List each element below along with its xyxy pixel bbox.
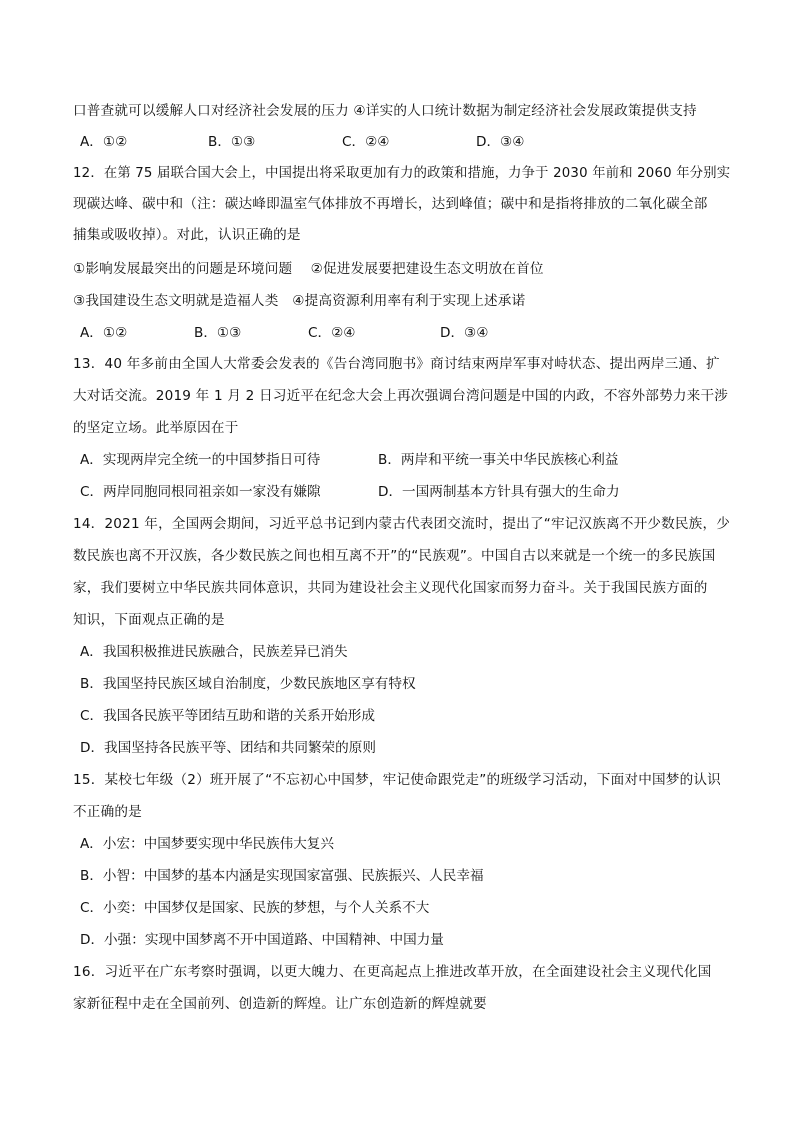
q12-stem-line-2: 现碳达峰、碳中和（注：碳达峰即温室气体排放不再增长，达到峰值；碳中和是指将排放的二氧化碳全部	[73, 196, 708, 212]
q12-option-c: C．②④	[308, 325, 356, 341]
q14-option-d: D．我国坚持各民族平等、团结和共同繁荣的原则	[80, 740, 376, 756]
q12-statement-line-1: ①影响发展最突出的问题是环境问题 ②促进发展要把建设生态文明放在首位	[73, 261, 544, 277]
q14-stem-line-2: 数民族也离不开汉族，各少数民族之间也相互离不开”的“民族观”。中国自古以来就是一个统一的多民族国	[73, 548, 716, 564]
q12-option-b: B．①③	[194, 325, 242, 341]
q16-stem-line-1: 16．习近平在广东考察时强调，以更大魄力、在更高起点上推进改革开放，在全面建设社会主义现代化国	[73, 964, 712, 980]
q13-option-d: D．一国两制基本方针具有强大的生命力	[378, 484, 620, 500]
q12-option-d: D．③④	[440, 325, 489, 341]
q13-stem-line-3: 的坚定立场。此举原因在于	[73, 420, 239, 436]
q13-option-a: A．实现两岸完全统一的中国梦指日可待	[80, 452, 321, 468]
q12-statement-line-2: ③我国建设生态文明就是造福人类 ④提高资源利用率有利于实现上述承诺	[73, 293, 526, 309]
q14-option-b: B．我国坚持民族区域自治制度，少数民族地区享有特权	[80, 676, 416, 692]
q16-stem-line-2: 家新征程中走在全国前列、创造新的辉煌。让广东创造新的辉煌就要	[73, 996, 487, 1012]
q14-stem-line-3: 家，我们要树立中华民族共同体意识，共同为建设社会主义现代化国家而努力奋斗。关于我国民族方面的	[73, 580, 708, 596]
q13-option-c: C．两岸同胞同根同祖亲如一家没有嫌隙	[80, 484, 321, 500]
q15-stem-line-1: 15．某校七年级（2）班开展了“不忘初心中国梦，牢记使命跟党走”的班级学习活动，下面对中国梦的认识	[73, 772, 721, 788]
q15-option-c: C．小奕：中国梦仅是国家、民族的梦想，与个人关系不大	[80, 900, 430, 916]
q14-stem-line-4: 知识，下面观点正确的是	[73, 612, 225, 628]
q15-option-d: D．小强：实现中国梦离不开中国道路、中国精神、中国力量	[80, 932, 444, 948]
q12-option-a: A．①②	[80, 325, 128, 341]
q11-option-c: C．②④	[342, 134, 390, 150]
q11-continuation-line: 口普查就可以缓解人口对经济社会发展的压力 ④详实的人口统计数据为制定经济社会发展政策提供支持	[73, 103, 697, 119]
q14-stem-line-1: 14．2021 年，全国两会期间，习近平总书记到内蒙古代表团交流时，提出了“牢记汉族离不开少数民族，少	[73, 516, 730, 532]
q14-option-c: C．我国各民族平等团结互助和谐的关系开始形成	[80, 708, 375, 724]
q13-option-b: B．两岸和平统一事关中华民族核心利益	[378, 452, 619, 468]
q15-option-a: A．小宏：中国梦要实现中华民族伟大复兴	[80, 836, 334, 852]
q13-stem-line-1: 13．40 年多前由全国人大常委会发表的《告台湾同胞书》商讨结束两岸军事对峙状态、提出两岸三通、扩	[73, 356, 720, 372]
q14-option-a: A．我国积极推进民族融合，民族差异已消失	[80, 644, 348, 660]
q11-option-d: D．③④	[476, 134, 525, 150]
q12-stem-line-3: 捕集或吸收掉）。对此，认识正确的是	[73, 227, 301, 243]
q11-option-b: B．①③	[208, 134, 256, 150]
q12-stem-line-1: 12．在第 75 届联合国大会上，中国提出将采取更加有力的政策和措施，力争于 2030 年前和 2060 年分别实	[73, 165, 731, 181]
q15-option-b: B．小智：中国梦的基本内涵是实现国家富强、民族振兴、人民幸福	[80, 868, 484, 884]
q13-stem-line-2: 大对话交流。2019 年 1 月 2 日习近平在纪念大会上再次强调台湾问题是中国的内政，不容外部势力来干涉	[73, 388, 729, 404]
q11-option-a: A．①②	[80, 134, 128, 150]
q15-stem-line-2: 不正确的是	[73, 804, 142, 820]
